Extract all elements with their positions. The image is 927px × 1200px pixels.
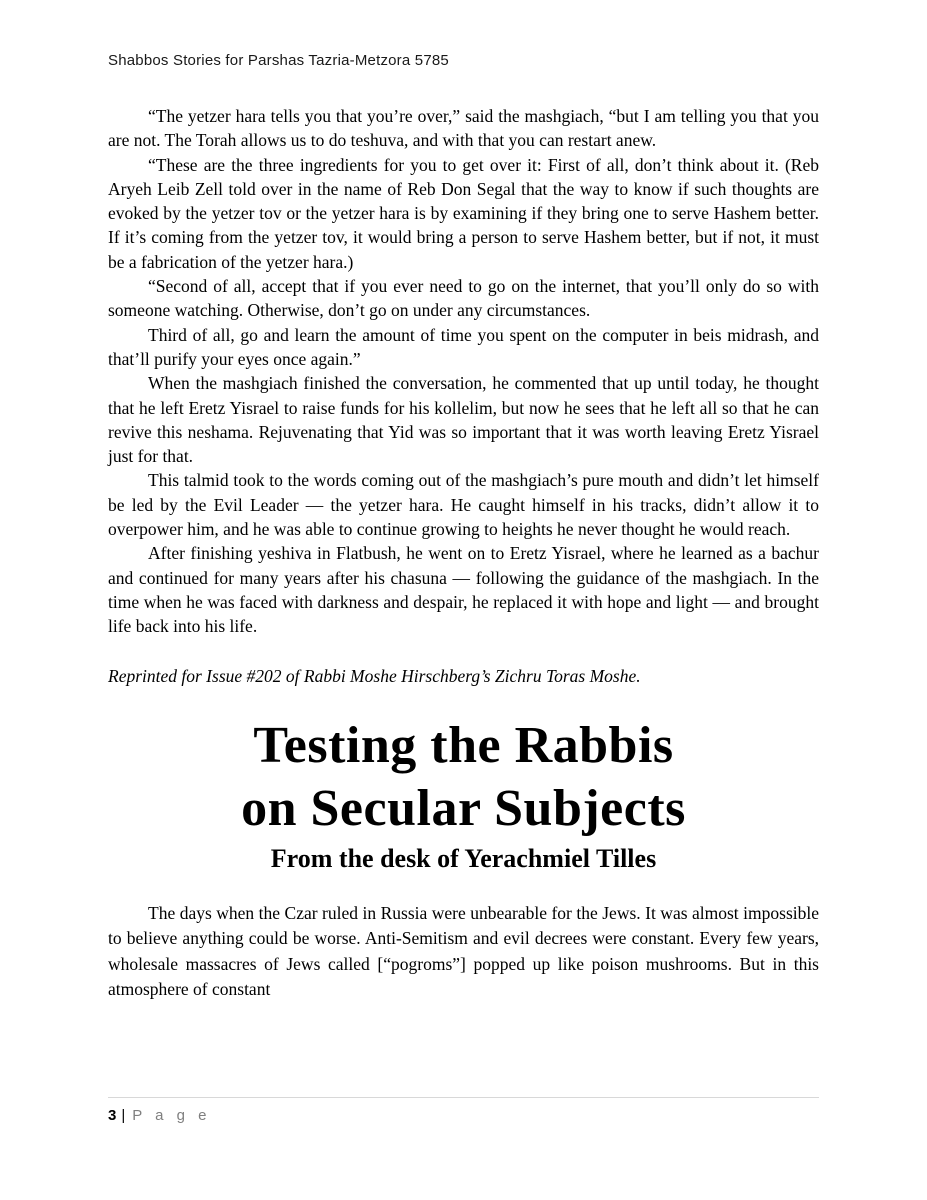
document-title: Shabbos Stories for Parshas Tazria-Metzora 5785 [108, 52, 449, 69]
paragraph-8: The days when the Czar ruled in Russia were unbearable for the Jews. It was almost impossible to believe anything could be worse. Anti-Semitism and evil decrees were constant. Every few years, wholesale massacres of Jews called [“pogroms”] popped up like poison mushrooms. But in this atmosphere of constant [108, 902, 819, 1000]
running-header [108, 52, 449, 69]
footer-separator: | [121, 1107, 126, 1124]
paragraph-1: “The yetzer hara tells you that you’re over,” said the mashgiach, “but I am telling you that you are not. The Torah allows us to do teshuva, and with that you can restart anew. [108, 106, 819, 151]
attribution-line: Reprinted for Issue #202 of Rabbi Moshe Hirschberg’s Zichru Toras Moshe. [108, 665, 641, 686]
section-title-line-2: on Secular Subjects [241, 779, 686, 837]
paragraph-7: After finishing yeshiva in Flatbush, he went on to Eretz Yisrael, where he learned as a bachur and continued for many years after his chasuna — following the guidance of the mashgiach. In the time when he was faced with darkness and despair, he replaced it with hope and light — and brought life back into his life. [108, 543, 819, 637]
paragraph-6: This talmid took to the words coming out of the mashgiach’s pure mouth and didn’t let himself be led by the Evil Leader — the yetzer hara. He caught himself in his tracks, didn’t allow it to overpower him, and he was able to continue growing to heights he never thought he would reach. [108, 470, 819, 540]
paragraph-5: When the mashgiach finished the conversation, he commented that up until today, he thought that he left Eretz Yisrael to raise funds for his kollelim, but now he sees that he left all so that he can revive this neshama. Rejuvenating that Yid was so important that it was worth leaving Eretz Yisrael just for that. [108, 373, 819, 467]
page-footer [108, 1097, 819, 1124]
section-title [108, 714, 819, 840]
paragraph-2: “These are the three ingredients for you to get over it: First of all, don’t think about it. (Reb Aryeh Leib Zell told over in the name of Reb Don Segal that the way to know if such thoughts are evoked by the yetzer tov or the yetzer hara is by examining if they bring one to serve Hashem better. If it’s coming from the yetzer tov, it would bring a person to serve Hashem better, but if not, it must be a fabrication of the yetzer hara.) [108, 154, 819, 272]
section-subtitle: From the desk of Yerachmiel Tilles [270, 843, 657, 873]
document-body [108, 104, 819, 1002]
page-number: 3 [108, 1107, 117, 1124]
paragraph-4: Third of all, go and learn the amount of time you spent on the computer in beis midrash, and that’ll purify your eyes once again.” [108, 324, 819, 369]
page-label: P a g e [132, 1107, 212, 1124]
section-title-line-1: Testing the Rabbis [253, 716, 674, 774]
paragraph-3: “Second of all, accept that if you ever need to go on the internet, that you’ll only do so with someone watching. Otherwise, don’t go on under any circumstances. [108, 276, 819, 321]
